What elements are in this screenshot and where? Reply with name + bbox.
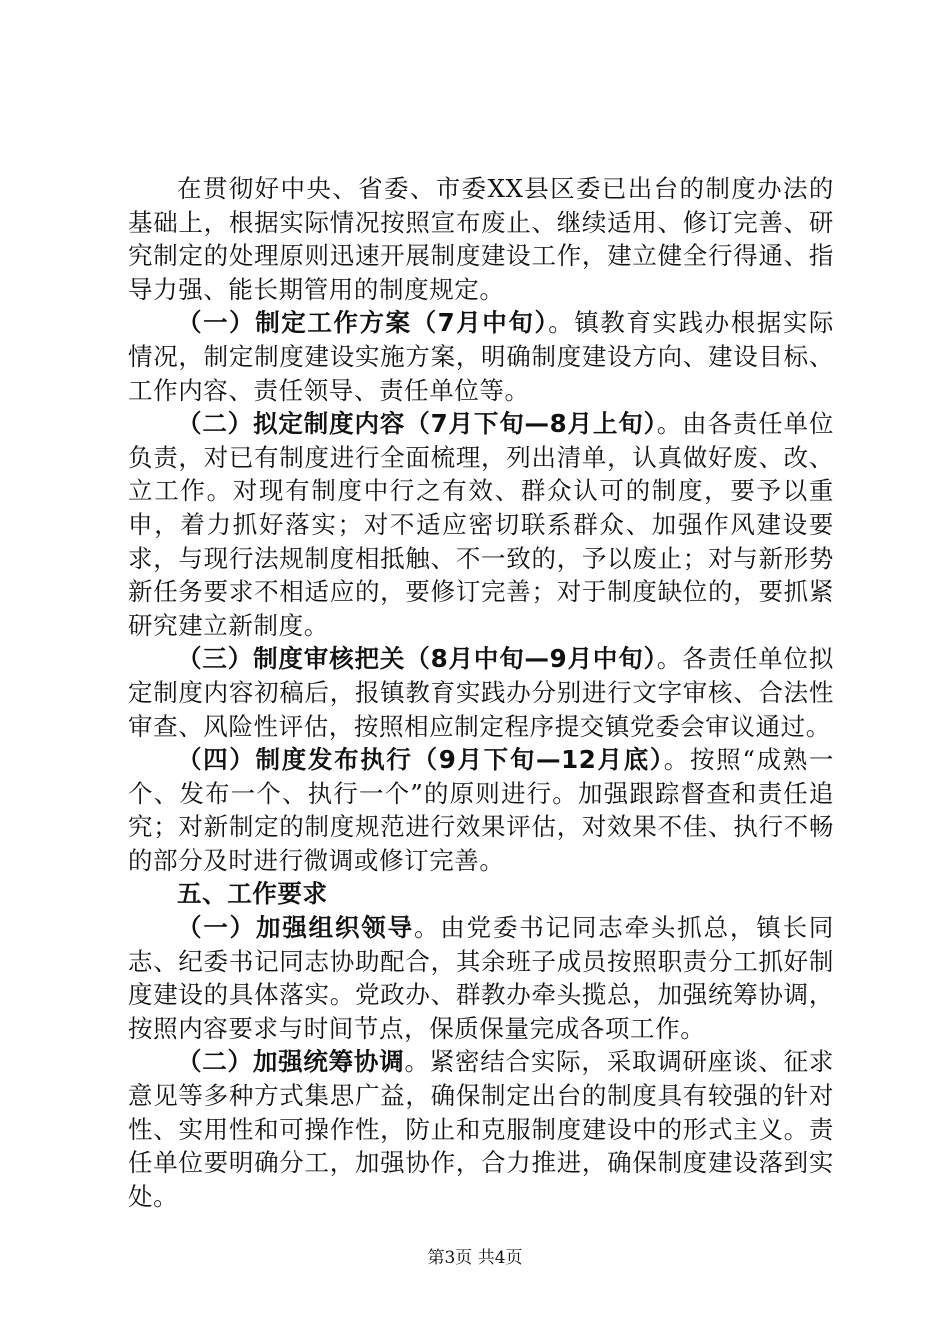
requirement-1-body: 。由党委书记同志牵头抓总，镇长同志、纪委书记同志协助配合，其余班子成员按照职责分工抓好制度建设的具体落实。党政办、群教办牵头揽总，加强统筹协调，按照内容要求与时间节点，保质保量完成各项工作。: [128, 913, 834, 1043]
step-3-paragraph: [128, 642, 834, 743]
step-1-heading: （一）制定工作方案（7月中旬）: [177, 308, 549, 338]
section-5-title: 五、工作要求: [177, 879, 328, 909]
page-number-footer: 第3页 共4页: [427, 1248, 523, 1268]
document-body: [128, 172, 834, 1213]
step-4-paragraph: [128, 743, 834, 877]
step-2-body: 。由各责任单位负责，对已有制度进行全面梳理，列出清单，认真做好废、改、立工作。对现有制度中行之有效、群众认可的制度，要予以重申，着力抓好落实；对不适应密切联系群众、加强作风建设要求，与现行法规制度相抵触、不一致的，予以废止；对与新形势新任务要求不相适应的，要修订完善；对于制度缺位的，要抓紧研究建立新制度。: [128, 409, 834, 640]
step-4-heading: （四）制度发布执行（9月下旬—12月底）: [177, 745, 664, 775]
requirement-2-heading: （二）加强统筹协调: [177, 1047, 405, 1077]
requirement-2-paragraph: [128, 1045, 834, 1213]
step-3-heading: （三）制度审核把关（8月中旬—9月中旬）: [177, 644, 657, 674]
intro-paragraph: 在贯彻好中央、省委、市委XX县区委已出台的制度办法的基础上，根据实际情况按照宣布废止、继续适用、修订完善、研究制定的处理原则迅速开展制度建设工作，建立健全行得通、指导力强、能长期管用的制度规定。: [128, 174, 834, 304]
step-4-body: 。按照“成熟一个、发布一个、执行一个”的原则进行。加强跟踪督查和责任追究；对新制定的制度规范进行效果评估，对效果不佳、执行不畅的部分及时进行微调或修订完善。: [128, 745, 834, 875]
step-2-heading: （二）拟定制度内容（7月下旬—8月上旬）: [177, 409, 657, 439]
requirement-1-paragraph: [128, 911, 834, 1045]
step-1-paragraph: [128, 306, 834, 407]
requirement-2-body: 。紧密结合实际，采取调研座谈、征求意见等多种方式集思广益，确保制定出台的制度具有较强的针对性、实用性和可操作性，防止和克服制度建设中的形式主义。责任单位要明确分工，加强协作，合力推进，确保制度建设落到实处。: [128, 1047, 834, 1211]
step-1-body: 。镇教育实践办根据实际情况，制定制度建设实施方案，明确制度建设方向、建设目标、工作内容、责任领导、责任单位等。: [128, 308, 835, 405]
step-2-paragraph: [128, 407, 834, 642]
step-3-body: 。各责任单位拟定制度内容初稿后，报镇教育实践办分别进行文字审核、合法性审查、风险性评估，按照相应制定程序提交镇党委会审议通过。: [128, 644, 834, 741]
requirement-1-heading: （一）加强组织领导: [177, 913, 414, 943]
